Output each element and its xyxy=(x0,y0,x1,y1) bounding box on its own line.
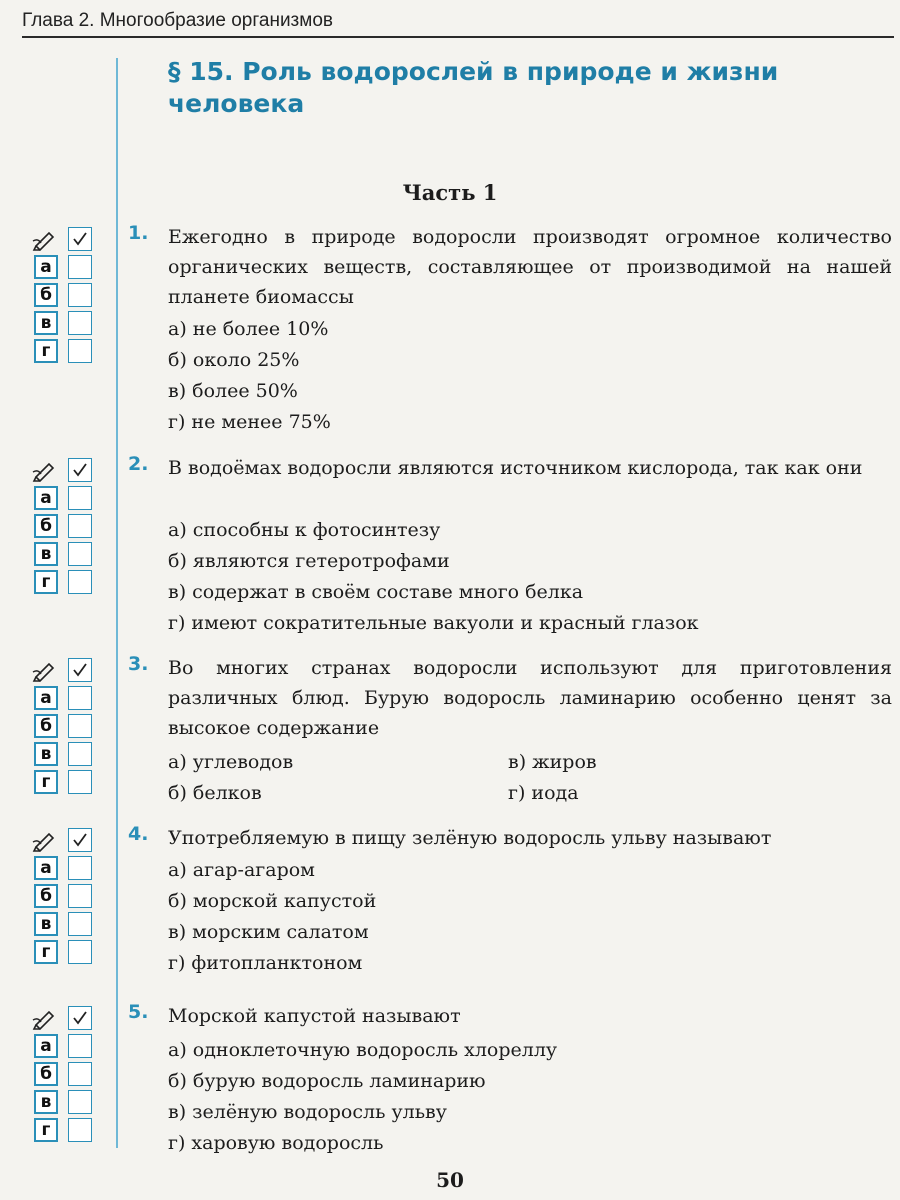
page-number: 50 xyxy=(436,1168,464,1192)
answer-letter-g: г xyxy=(34,770,58,794)
check-icon xyxy=(72,662,88,678)
answer-field-g[interactable] xyxy=(68,339,92,363)
options-list xyxy=(168,747,768,809)
option-a[interactable]: а) углеводов xyxy=(168,751,294,773)
answer-box-2 xyxy=(32,458,98,596)
option-v[interactable]: в) морским салатом xyxy=(168,921,369,943)
section-title: § 15. Роль водорослей в природе и жизни человека xyxy=(168,57,779,118)
answer-field-a[interactable] xyxy=(68,856,92,880)
answer-letter-a: а xyxy=(34,686,58,710)
answer-letter-a: а xyxy=(34,1034,58,1058)
answer-letter-a: а xyxy=(34,856,58,880)
answer-field-g[interactable] xyxy=(68,770,92,794)
option-b[interactable]: б) белков xyxy=(168,782,262,804)
checkbox[interactable] xyxy=(68,658,92,682)
option-v[interactable]: в) содержат в своём составе много белка xyxy=(168,581,584,603)
answer-letter-g: г xyxy=(34,339,58,363)
answer-field-a[interactable] xyxy=(68,686,92,710)
margin-divider xyxy=(116,58,118,1148)
question-number: 3. xyxy=(128,653,149,675)
answer-letter-v: в xyxy=(34,542,58,566)
answer-field-v[interactable] xyxy=(68,542,92,566)
answer-letter-b: б xyxy=(34,884,58,908)
answer-letter-v: в xyxy=(34,1090,58,1114)
question-text: В водоёмах водоросли являются источником кислорода, так как они xyxy=(168,457,863,479)
answer-field-v[interactable] xyxy=(68,912,92,936)
answer-letter-v: в xyxy=(34,742,58,766)
check-icon xyxy=(72,462,88,478)
answer-field-a[interactable] xyxy=(68,1034,92,1058)
answer-letter-b: б xyxy=(34,714,58,738)
answer-letter-b: б xyxy=(34,1062,58,1086)
answer-letter-a: а xyxy=(34,255,58,279)
answer-field-b[interactable] xyxy=(68,714,92,738)
pencil-icon xyxy=(32,1008,58,1030)
option-g[interactable]: г) не менее 75% xyxy=(168,411,331,433)
answer-field-b[interactable] xyxy=(68,283,92,307)
part-title: Часть 1 xyxy=(402,180,498,205)
answer-field-v[interactable] xyxy=(68,311,92,335)
option-a[interactable]: а) способны к фотосинтезу xyxy=(168,519,441,541)
pencil-icon xyxy=(32,660,58,682)
option-b[interactable]: б) морской капустой xyxy=(168,890,377,912)
check-icon xyxy=(72,231,88,247)
option-v[interactable]: в) зелёную водоросль ульву xyxy=(168,1101,447,1123)
answer-field-b[interactable] xyxy=(68,1062,92,1086)
checkbox[interactable] xyxy=(68,458,92,482)
checkbox[interactable] xyxy=(68,227,92,251)
question-number: 4. xyxy=(128,823,149,845)
question-text: Во многих странах водоросли используют для приготовления различных блюд. Бурую водоросль ламинарию особенно ценят за высокое содержание xyxy=(168,657,892,739)
answer-field-g[interactable] xyxy=(68,570,92,594)
option-b[interactable]: б) являются гетеротрофами xyxy=(168,550,450,572)
option-a[interactable]: а) одноклеточную водоросль хлореллу xyxy=(168,1039,558,1061)
check-icon xyxy=(72,832,88,848)
answer-box-3 xyxy=(32,658,98,796)
page-header xyxy=(22,6,894,38)
answer-field-g[interactable] xyxy=(68,940,92,964)
option-v[interactable]: в) жиров xyxy=(508,751,597,773)
answer-field-v[interactable] xyxy=(68,742,92,766)
answer-field-b[interactable] xyxy=(68,884,92,908)
answer-letter-g: г xyxy=(34,940,58,964)
option-g[interactable]: г) фитопланктоном xyxy=(168,952,363,974)
answer-letter-v: в xyxy=(34,311,58,335)
answer-field-a[interactable] xyxy=(68,486,92,510)
options-list xyxy=(168,1035,557,1159)
option-b[interactable]: б) бурую водоросль ламинарию xyxy=(168,1070,486,1092)
question-text: Ежегодно в природе водоросли производят огромное количество органических веществ, составляющее от производимой на нашей планете биомассы xyxy=(168,226,892,308)
checkbox[interactable] xyxy=(68,828,92,852)
options-list xyxy=(168,314,331,438)
answer-letter-g: г xyxy=(34,1118,58,1142)
answer-letter-b: б xyxy=(34,514,58,538)
answer-field-b[interactable] xyxy=(68,514,92,538)
answer-field-v[interactable] xyxy=(68,1090,92,1114)
answer-box-4 xyxy=(32,828,98,966)
answer-field-a[interactable] xyxy=(68,255,92,279)
answer-field-g[interactable] xyxy=(68,1118,92,1142)
pencil-icon xyxy=(32,229,58,251)
question-number: 5. xyxy=(128,1001,149,1023)
answer-letter-v: в xyxy=(34,912,58,936)
answer-box-1 xyxy=(32,227,98,365)
question-text: Морской капустой называют xyxy=(168,1005,461,1027)
options-list xyxy=(168,515,699,639)
question-number: 2. xyxy=(128,453,149,475)
option-b[interactable]: б) около 25% xyxy=(168,349,300,371)
option-a[interactable]: а) не более 10% xyxy=(168,318,329,340)
answer-letter-g: г xyxy=(34,570,58,594)
pencil-icon xyxy=(32,830,58,852)
option-a[interactable]: а) агар-агаром xyxy=(168,859,315,881)
option-v[interactable]: в) более 50% xyxy=(168,380,298,402)
option-g[interactable]: г) имеют сократительные вакуоли и красный глазок xyxy=(168,612,699,634)
option-g[interactable]: г) харовую водоросль xyxy=(168,1132,384,1154)
option-g[interactable]: г) иода xyxy=(508,782,579,804)
checkbox[interactable] xyxy=(68,1006,92,1030)
options-list xyxy=(168,855,376,979)
pencil-icon xyxy=(32,460,58,482)
check-icon xyxy=(72,1010,88,1026)
chapter-title: Глава 2. Многообразие организмов xyxy=(22,10,333,31)
question-number: 1. xyxy=(128,222,149,244)
answer-box-5 xyxy=(32,1006,98,1144)
answer-letter-a: а xyxy=(34,486,58,510)
question-text: Употребляемую в пищу зелёную водоросль ульву называют xyxy=(168,827,772,849)
answer-letter-b: б xyxy=(34,283,58,307)
